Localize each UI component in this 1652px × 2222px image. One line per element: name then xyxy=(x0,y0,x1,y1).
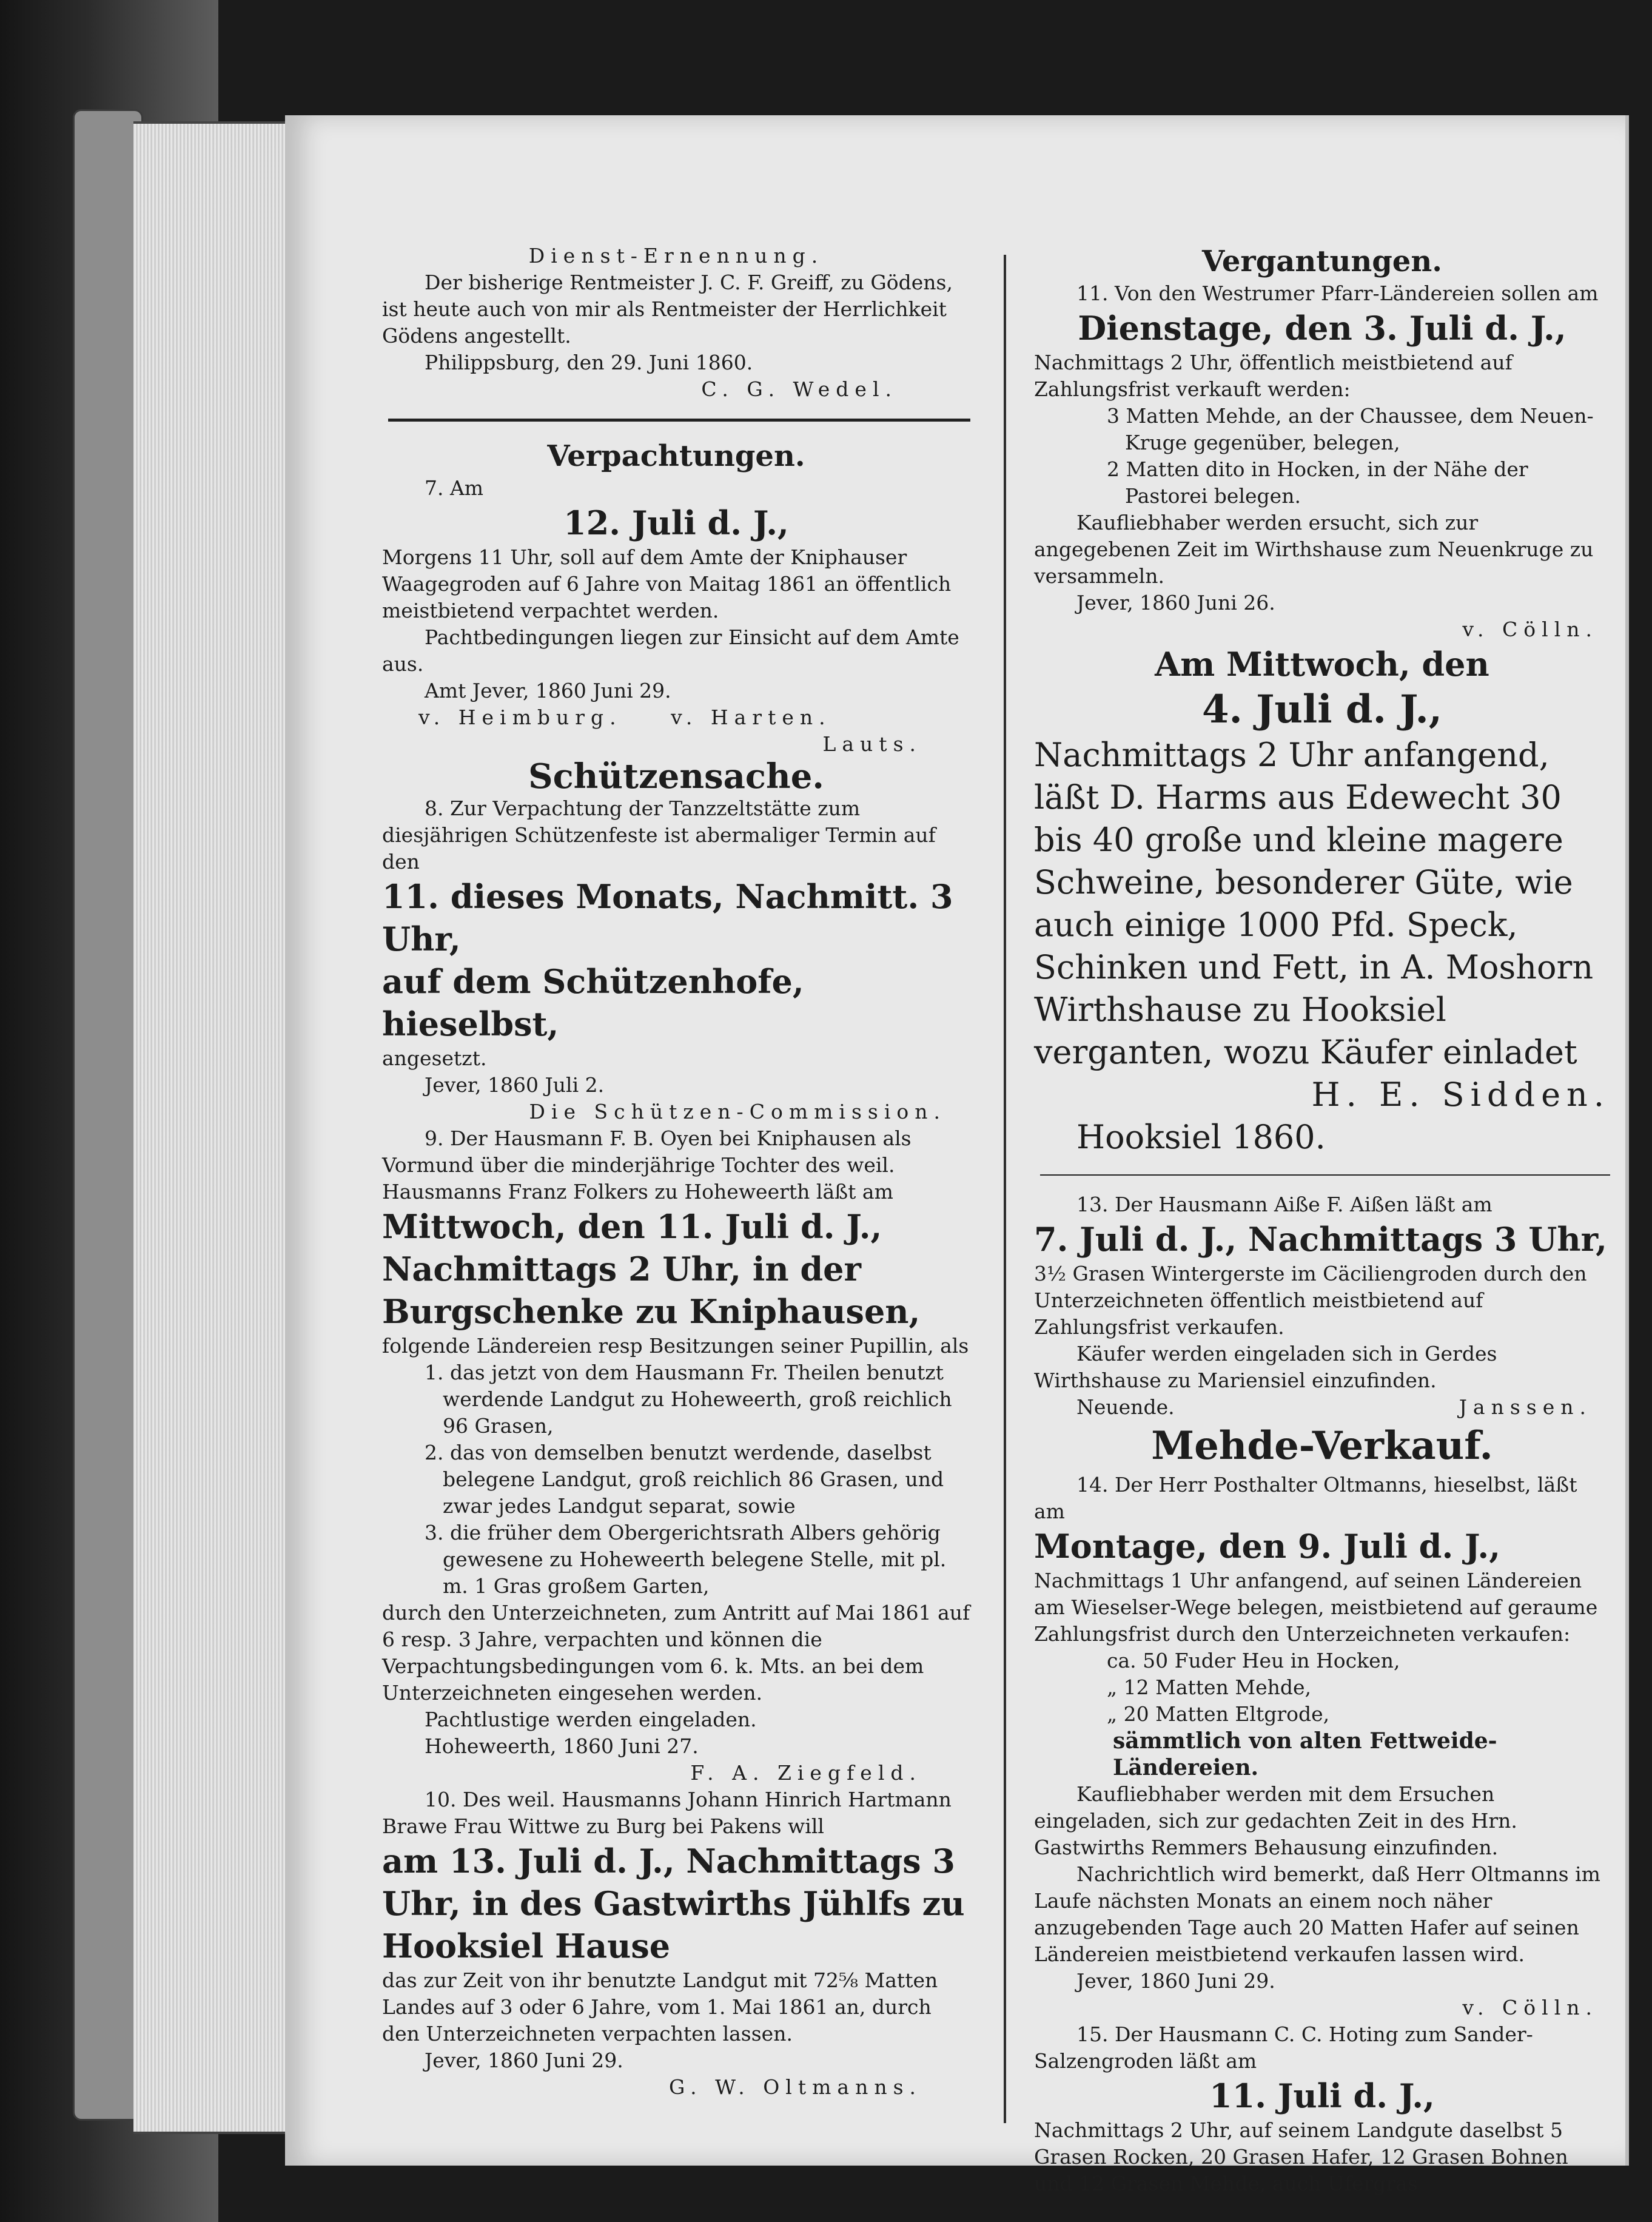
r13-invite: Käufer werden eingeladen sich in Gerdes Wirthshause zu Mariensiel einzufinden. xyxy=(1034,1342,1497,1392)
s8-big-2: auf dem Schützenhofe, hieselbst, xyxy=(382,962,804,1043)
r12-sign: H. E. Sidden. xyxy=(1311,1076,1610,1114)
r12-big-3: Nachmittags 2 Uhr anfangend, läßt D. Harms aus Edewecht 30 bis 40 große und kleine magere Schweine, besonderer Güte, wie auch einige 1000 Pfd. Speck, Schinken und Fett, in A. Moshorn Wirthshause zu Hooksiel verganten, wozu Käufer einladet xyxy=(1034,736,1594,1071)
r11-tail: Nachmittags 2 Uhr, öffentlich meistbietend auf Zahlungsfrist verkauft werden: xyxy=(1034,351,1513,401)
s8-place: Jever, 1860 Juli 2. xyxy=(425,1073,605,1097)
schuetz-title: Schützensache. xyxy=(528,756,824,796)
v7-lead: 7. Am xyxy=(425,476,484,500)
s8-text: 8. Zur Verpachtung der Tanzzeltstätte zum diesjährigen Schützenfeste ist abermaliger Termin auf den xyxy=(382,796,936,874)
section-rule xyxy=(1040,1174,1610,1176)
list-item: 2. das von demselben benutzt werdende, daselbst belegene Landgut, groß reichlich 86 Grasen, und zwar jedes Landgut separat, sowie xyxy=(425,1441,944,1518)
dienst-place: Philippsburg, den 29. Juni 1860. xyxy=(425,351,753,374)
r14-note: Nachrichtlich wird bemerkt, daß Herr Oltmanns im Laufe nächsten Monats an einem noch näher anzugebenden Tage auch 20 Matten Hafer auf seinen Ländereien meistbietend verkaufen lassen wird. xyxy=(1034,1862,1600,1966)
v7-sign-1: v. Heimburg. xyxy=(418,705,622,729)
r15-text: 15. Der Hausmann C. C. Hoting zum Sander-Salzengroden läßt am xyxy=(1034,2022,1533,2073)
r13-tail: 3½ Grasen Wintergerste im Cäciliengroden durch den Unterzeichneten öffentlich meistbietend auf Zahlungsfrist verkaufen. xyxy=(1034,1262,1587,1339)
s10-sign: G. W. Oltmanns. xyxy=(668,2075,922,2099)
r14-place: Jever, 1860 Juni 29. xyxy=(1076,1969,1275,1993)
r15-big: 11. Juli d. J., xyxy=(1209,2076,1435,2115)
r14-big: Montage, den 9. Juli d. J., xyxy=(1034,1527,1500,1566)
s10-big: am 13. Juli d. J., Nachmittags 3 Uhr, in des Gastwirths Jühlfs zu Hooksiel Hause xyxy=(382,1842,965,1965)
v7-cond: Pachtbedingungen liegen zur Einsicht auf dem Amte aus. xyxy=(382,625,959,676)
r12-big-1: Am Mittwoch, den xyxy=(1155,645,1489,684)
s9-place: Hoheweerth, 1860 Juni 27. xyxy=(425,1734,699,1758)
v7-signatures xyxy=(382,704,970,731)
section-rule xyxy=(388,419,970,422)
r11-big: Dienstage, den 3. Juli d. J., xyxy=(1078,309,1566,348)
r13-footer xyxy=(1034,1394,1610,1421)
s8-sign: Die Schützen-Commission. xyxy=(529,1100,946,1123)
s9-text: 9. Der Hausmann F. B. Oyen bei Kniphausen als Vormund über die minderjährige Tochter des weil. Hausmanns Franz Folkers zu Hoheweerth läßt am xyxy=(382,1126,912,1204)
s9-invite: Pachtlustige werden eingeladen. xyxy=(425,1708,757,1731)
s10-tail: das zur Zeit von ihr benutzte Landgut mit 72⅝ Matten Landes auf 3 oder 6 Jahre, vom 1. Mai 1861 an, durch den Unterzeichneten verpachten lassen. xyxy=(382,1968,938,2045)
r14-text: 14. Der Herr Posthalter Oltmanns, hieselbst, läßt am xyxy=(1034,1473,1577,1523)
r13-sign: Janssen. xyxy=(1459,1395,1592,1419)
r14-sign: v. Cölln. xyxy=(1462,1996,1598,2019)
r14-invite: Kaufliebhaber werden mit dem Ersuchen eingeladen, sich zur gedachten Zeit in des Hrn. Gastwirths Remmers Behausung einzufinden. xyxy=(1034,1782,1517,1859)
r13-place: Neuende. xyxy=(1076,1395,1175,1419)
s10-text: 10. Des weil. Hausmanns Johann Hinrich Hartmann Brawe Frau Wittwe zu Burg bei Pakens will xyxy=(382,1788,952,1838)
v7-sign-3: Lauts. xyxy=(822,732,922,756)
s9-after: folgende Ländereien resp Besitzungen seiner Pupillin, als xyxy=(382,1334,969,1358)
list-item: 1. das jetzt von dem Hausmann Fr. Theilen benutzt werdende Landgut zu Hoheweerth, groß reichlich 96 Grasen, xyxy=(425,1361,952,1438)
s8-big-1: 11. dieses Monats, Nachmitt. 3 Uhr, xyxy=(382,877,953,958)
mehde-title: Mehde-Verkauf. xyxy=(1151,1423,1493,1469)
book-cover-board xyxy=(73,109,143,2121)
dienst-sign: C. G. Wedel. xyxy=(701,377,898,401)
r11-text: 11. Von den Westrumer Pfarr-Ländereien sollen am xyxy=(1076,281,1599,305)
r11-sign: v. Cölln. xyxy=(1462,618,1598,641)
v7-text: Morgens 11 Uhr, soll auf dem Amte der Kniphauser Waagegroden auf 6 Jahre von Maitag 1861 an öffentlich meistbietend verpachtet werden. xyxy=(382,545,952,622)
column-separator xyxy=(1004,255,1006,2123)
r14-bold: sämmtlich von alten Fettweide-Ländereien. xyxy=(1113,1728,1497,1780)
v7-place: Amt Jever, 1860 Juni 29. xyxy=(425,679,671,702)
r13-text: 13. Der Hausmann Aiße F. Aißen läßt am xyxy=(1076,1193,1493,1216)
list-item: „ 20 Matten Eltgrode, xyxy=(1107,1702,1330,1726)
list-item: 3. die früher dem Obergerichtsrath Albers gehörig gewesene zu Hoheweerth belegene Stelle, mit pl. m. 1 Gras großem Garten, xyxy=(425,1521,947,1598)
list-item: ca. 50 Fuder Heu in Hocken, xyxy=(1107,1649,1400,1672)
s10-place: Jever, 1860 Juni 29. xyxy=(425,2049,623,2072)
r12-place: Hooksiel 1860. xyxy=(1076,1118,1326,1156)
verg-title: Vergantungen. xyxy=(1202,244,1442,278)
r11-invite: Kaufliebhaber werden ersucht, sich zur angegebenen Zeit im Wirthshause zum Neuenkruge zu versammeln. xyxy=(1034,511,1594,588)
s9-big-2: Nachmittags 2 Uhr, in der Burgschenke zu Kniphausen, xyxy=(382,1250,921,1331)
v7-date: 12. Juli d. J., xyxy=(563,503,789,542)
r11-place: Jever, 1860 Juni 26. xyxy=(1076,591,1275,614)
right-column xyxy=(1034,243,1610,2197)
s9-tail: durch den Unterzeichneten, zum Antritt auf Mai 1861 auf 6 resp. 3 Jahre, verpachten und können die Verpachtungsbedingungen vom 6. k. Mts. an bei dem Unterzeichneten eingesehen werden. xyxy=(382,1601,970,1705)
page-edges xyxy=(133,121,291,2134)
r14-tail: Nachmittags 1 Uhr anfangend, auf seinen Ländereien am Wieselser-Wege belegen, meistbietend auf geraume Zahlungsfrist durch den Unterzeichneten verkaufen: xyxy=(1034,1569,1598,1646)
list-item: 3 Matten Mehde, an der Chaussee, dem Neuen-Kruge gegenüber, belegen, xyxy=(1107,404,1594,454)
dienst-text: Der bisherige Rentmeister J. C. F. Greiff, zu Gödens, ist heute auch von mir als Rentmeister der Herrlichkeit Gödens angestellt. xyxy=(382,271,953,348)
s9-big-1: Mittwoch, den 11. Juli d. J., xyxy=(382,1207,882,1246)
s9-sign: F. A. Ziegfeld. xyxy=(690,1761,922,1785)
verpacht-title: Verpachtungen. xyxy=(547,439,805,473)
r12-big-2: 4. Juli d. J., xyxy=(1202,687,1442,732)
list-item: 2 Matten dito in Hocken, in der Nähe der Pastorei belegen. xyxy=(1107,457,1528,508)
list-item: „ 12 Matten Mehde, xyxy=(1107,1675,1312,1699)
left-column xyxy=(382,243,970,2101)
r13-big: 7. Juli d. J., Nachmittags 3 Uhr, xyxy=(1034,1220,1607,1259)
v7-sign-2: v. Harten. xyxy=(671,705,831,729)
s8-after: angesetzt. xyxy=(382,1046,487,1070)
r15-tail: Nachmittags 2 Uhr, auf seinem Landgute daselbst 5 Grasen Rocken, 20 Grasen Hafer, 12 Grasen Bohnen und 12 Grasen Mehde, auch Ufergras xyxy=(1034,2118,1568,2195)
dienst-title: Dienst-Ernennung. xyxy=(528,244,824,268)
